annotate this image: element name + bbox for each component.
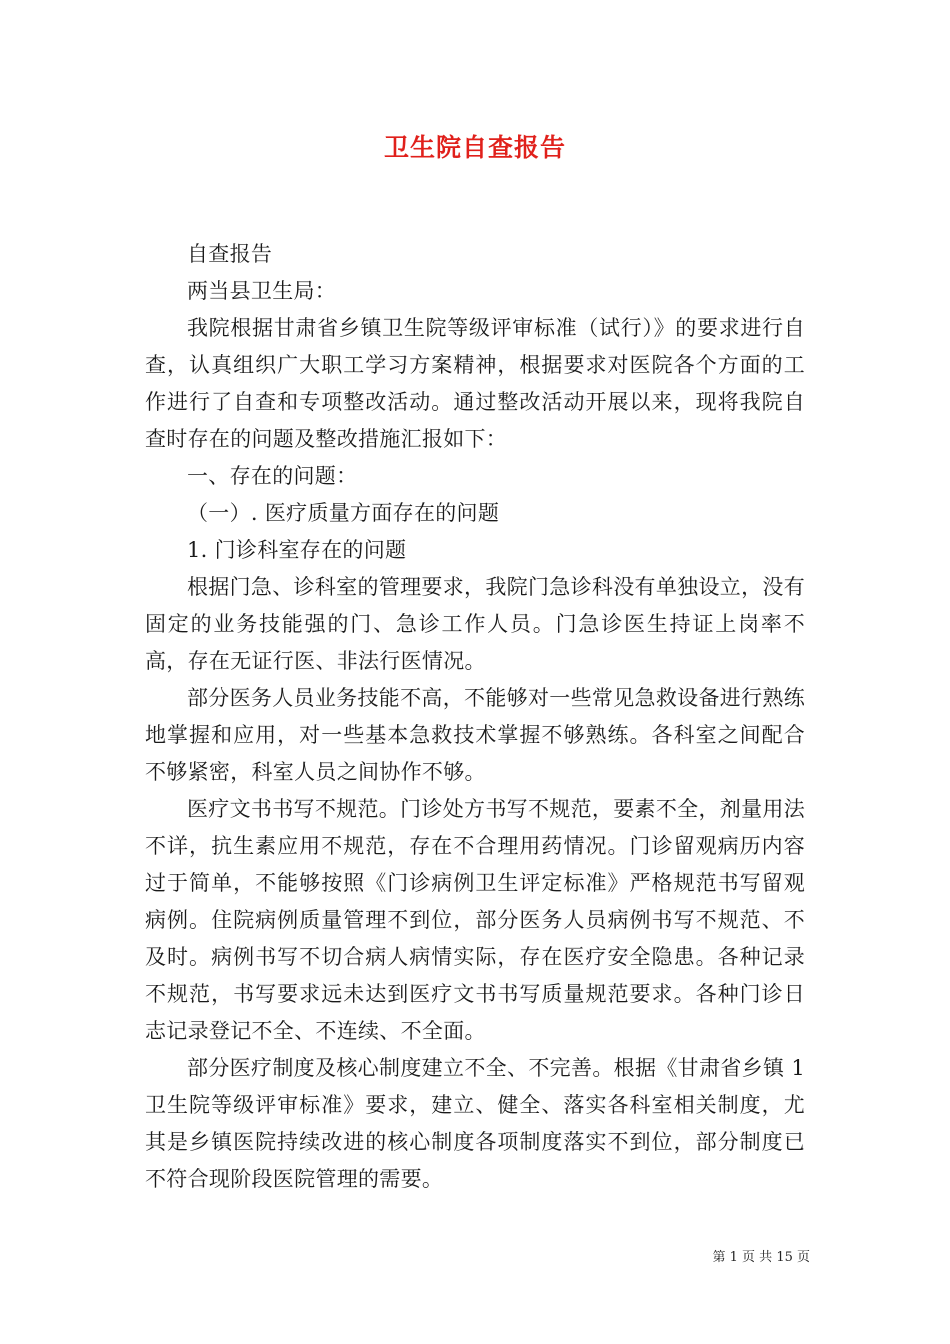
document-title: 卫生院自查报告	[383, 133, 566, 162]
section-heading-problems: 一、存在的问题：	[187, 464, 358, 488]
paragraph-addressee: 两当县卫生局：	[187, 279, 337, 303]
paragraph-intro: 我院根据甘肃省乡镇卫生院等级评审标准（试行）》的要求进行自查，认真组织广大职工学习方案精神，根据要求对医院各个方面的工作进行了自查和专项整改活动。通过整改活动开展以来，现将我院自查时存在的问题及整改措施汇报如下：	[145, 316, 805, 451]
subsection-heading-outpatient: 1. 门诊科室存在的问题	[187, 538, 407, 562]
paragraph-medical-documents: 医疗文书书写不规范。门诊处方书写不规范，要素不全，剂量用法不详，抗生素应用不规范，存在不合理用药情况。门诊留观病历内容过于简单，不能够按照《门诊病例卫生评定标准》严格规范书写留观病例。住院病例质量管理不到位，部分医务人员病例书写不规范、不及时。病例书写不切合病人病情实际，存在医疗安全隐患。各种记录不规范，书写要求远未达到医疗文书书写质量规范要求。各种门诊日志记录登记不全、不连续、不全面。	[145, 797, 805, 1043]
document-body	[145, 236, 805, 1198]
page-number: 第 1 页 共 15 页	[712, 1250, 810, 1265]
paragraph-heading: 自查报告	[187, 242, 273, 266]
paragraph-outpatient-management: 根据门急、诊科室的管理要求，我院门急诊科没有单独设立，没有固定的业务技能强的门、急诊工作人员。门急诊医生持证上岗率不高，存在无证行医、非法行医情况。	[145, 575, 805, 673]
paragraph-core-systems: 部分医疗制度及核心制度建立不全、不完善。根据《甘肃省乡镇 1 卫生院等级评审标准》要求，建立、健全、落实各科室相关制度，尤其是乡镇医院持续改进的核心制度各项制度落实不到位，部分制度已不符合现阶段医院管理的需要。	[145, 1056, 805, 1191]
subsection-heading-medical-quality: （一）. 医疗质量方面存在的问题	[187, 501, 500, 525]
paragraph-staff-skills: 部分医务人员业务技能不高，不能够对一些常见急救设备进行熟练地掌握和应用，对一些基本急救技术掌握不够熟练。各科室之间配合不够紧密，科室人员之间协作不够。	[145, 686, 805, 784]
